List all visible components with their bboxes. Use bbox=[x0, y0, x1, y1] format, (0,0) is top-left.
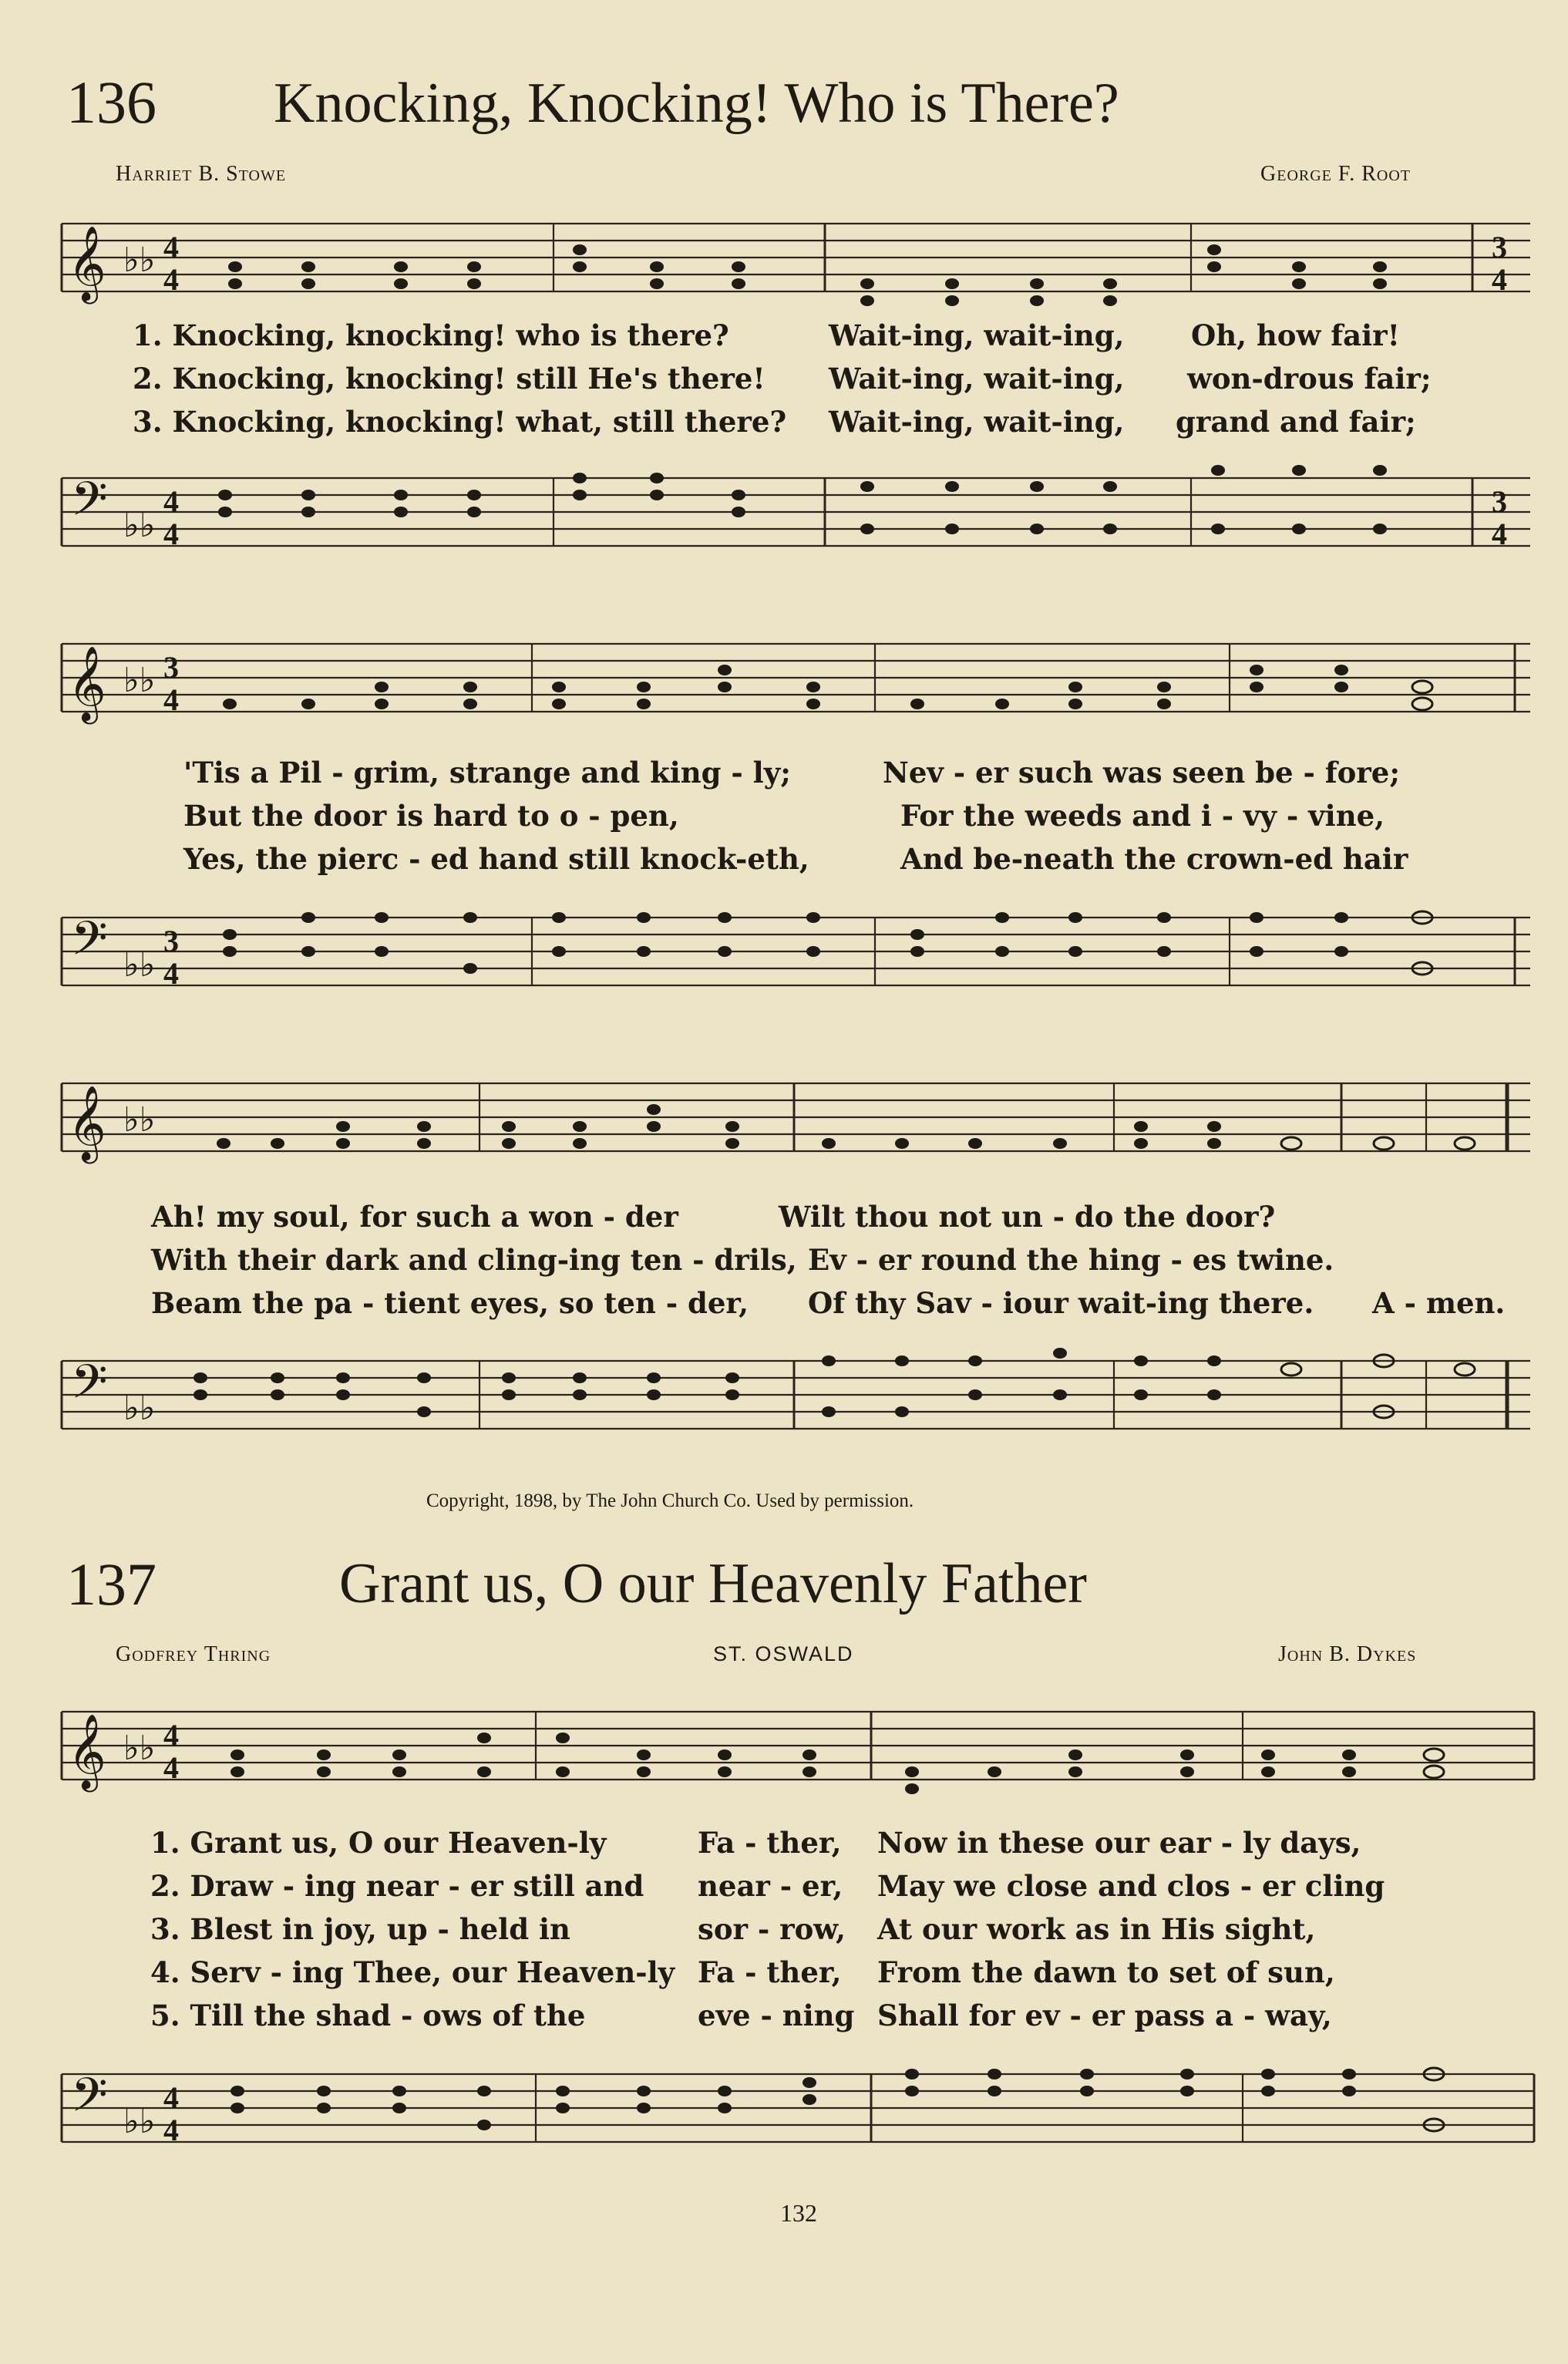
hymn-137-tune-name: ST. OSWALD bbox=[713, 1642, 854, 1665]
svg-text:♭♭: ♭♭ bbox=[123, 1100, 156, 1140]
svg-text:4: 4 bbox=[163, 1750, 179, 1785]
svg-text:4: 4 bbox=[163, 262, 179, 297]
svg-text:♭♭: ♭♭ bbox=[123, 661, 156, 700]
svg-text:3: 3 bbox=[1492, 484, 1507, 519]
hymn-137-verse-4: 4. Serv - ing Thee, our Heaven-ly Fa - ther, From the dawn to set of sun, bbox=[150, 1955, 1335, 1989]
svg-text:4: 4 bbox=[163, 956, 179, 991]
svg-text:3: 3 bbox=[163, 924, 179, 958]
svg-text:3: 3 bbox=[1492, 230, 1507, 264]
svg-text:𝄞: 𝄞 bbox=[68, 1085, 106, 1160]
svg-text:♭♭: ♭♭ bbox=[123, 945, 156, 985]
svg-text:♭♭: ♭♭ bbox=[123, 1729, 156, 1768]
hymn-136-title: Knocking, Knocking! Who is There? bbox=[274, 72, 1119, 135]
hymn-137-verse-1: 1. Grant us, O our Heaven-ly Fa - ther, Now in these our ear - ly days, bbox=[150, 1826, 1361, 1860]
hymn-136-verse-2: 2. Knocking, knocking! still He's there! Wait-ing, wait-ing, won-drous fair; bbox=[133, 362, 1432, 396]
svg-text:𝄞: 𝄞 bbox=[68, 645, 106, 721]
svg-text:𝄢: 𝄢 bbox=[71, 911, 108, 978]
hymn-136-system2-verse-2: But the door is hard to o - pen, For the weeds and i - vy - vine, bbox=[183, 799, 1385, 833]
svg-text:♭♭: ♭♭ bbox=[123, 2102, 156, 2141]
hymn-136-system3-verse-1: Ah! my soul, for such a won - der Wilt thou not un - do the door? bbox=[151, 1200, 1276, 1234]
hymn-136-system2-verse-1: 'Tis a Pil - grim, strange and king - ly; Nev - er such was seen be - fore; bbox=[183, 756, 1400, 790]
svg-text:4: 4 bbox=[163, 517, 179, 551]
hymn-136-system2-verse-3: Yes, the pierc - ed hand still knock-eth, And be-neath the crown-ed hair bbox=[183, 842, 1408, 876]
svg-text:𝄞: 𝄞 bbox=[68, 1713, 106, 1789]
svg-text:♭♭: ♭♭ bbox=[123, 241, 156, 280]
svg-text:♭♭: ♭♭ bbox=[123, 1389, 156, 1428]
hymn-137-verse-2: 2. Draw - ing near - er still and near - er, May we close and clos - er cling bbox=[150, 1869, 1385, 1903]
hymn-137-verse-3: 3. Blest in joy, up - held in sor - row, At our work as in His sight, bbox=[150, 1912, 1316, 1946]
hymn-137-verse-5: 5. Till the shad - ows of the eve - ning Shall for ev - er pass a - way, bbox=[150, 1999, 1332, 2032]
hymn-137-author: Godfrey Thring bbox=[116, 1642, 271, 1666]
svg-text:4: 4 bbox=[163, 1718, 179, 1753]
system3-bass-staff bbox=[0, 1345, 1568, 1461]
hymn137-treble-staff bbox=[0, 1696, 1568, 1812]
svg-text:♭♭: ♭♭ bbox=[123, 506, 156, 545]
svg-text:4: 4 bbox=[163, 230, 179, 264]
hymn-137-title: Grant us, O our Heavenly Father bbox=[339, 1552, 1087, 1615]
svg-text:4: 4 bbox=[163, 484, 179, 519]
hymn-137-composer: John B. Dykes bbox=[1278, 1642, 1417, 1666]
svg-text:4: 4 bbox=[163, 2080, 179, 2115]
hymn-137-number: 137 bbox=[66, 1551, 156, 1618]
hymn-136-system3-verse-3: Beam the pa - tient eyes, so ten - der, Of thy Sav - iour wait-ing there. A - men. bbox=[151, 1286, 1506, 1320]
svg-text:3: 3 bbox=[163, 650, 179, 685]
hymn-136-verse-1: 1. Knocking, knocking! who is there? Wait-ing, wait-ing, Oh, how fair! bbox=[133, 318, 1400, 352]
system1-bass-staff bbox=[0, 463, 1568, 578]
svg-text:𝄞: 𝄞 bbox=[68, 225, 106, 301]
hymn-136-copyright: Copyright, 1898, by The John Church Co. Used by permission. bbox=[426, 1490, 914, 1511]
hymn137-bass-staff bbox=[0, 2059, 1568, 2174]
svg-text:𝄢: 𝄢 bbox=[71, 2068, 108, 2134]
hymn-136-system3-verse-2: With their dark and cling-ing ten - drils, Ev - er round the hing - es twine. bbox=[151, 1243, 1334, 1277]
svg-text:𝄢: 𝄢 bbox=[71, 472, 108, 538]
svg-text:4: 4 bbox=[163, 682, 179, 717]
hymn-136-author: Harriet B. Stowe bbox=[116, 162, 287, 186]
svg-text:4: 4 bbox=[163, 2113, 179, 2147]
hymn-136-verse-3: 3. Knocking, knocking! what, still there? Wait-ing, wait-ing, grand and fair; bbox=[133, 405, 1416, 439]
svg-text:4: 4 bbox=[1492, 262, 1507, 297]
svg-text:4: 4 bbox=[1492, 517, 1507, 551]
system3-treble-staff bbox=[0, 1068, 1568, 1184]
hymn-136-number: 136 bbox=[66, 69, 156, 136]
system2-bass-staff bbox=[0, 902, 1568, 1018]
system2-treble-staff bbox=[0, 628, 1568, 744]
system1-treble-staff bbox=[0, 208, 1568, 324]
hymn-136-composer: George F. Root bbox=[1260, 162, 1411, 186]
page-number: 132 bbox=[780, 2199, 817, 2227]
svg-text:𝄢: 𝄢 bbox=[71, 1355, 108, 1421]
